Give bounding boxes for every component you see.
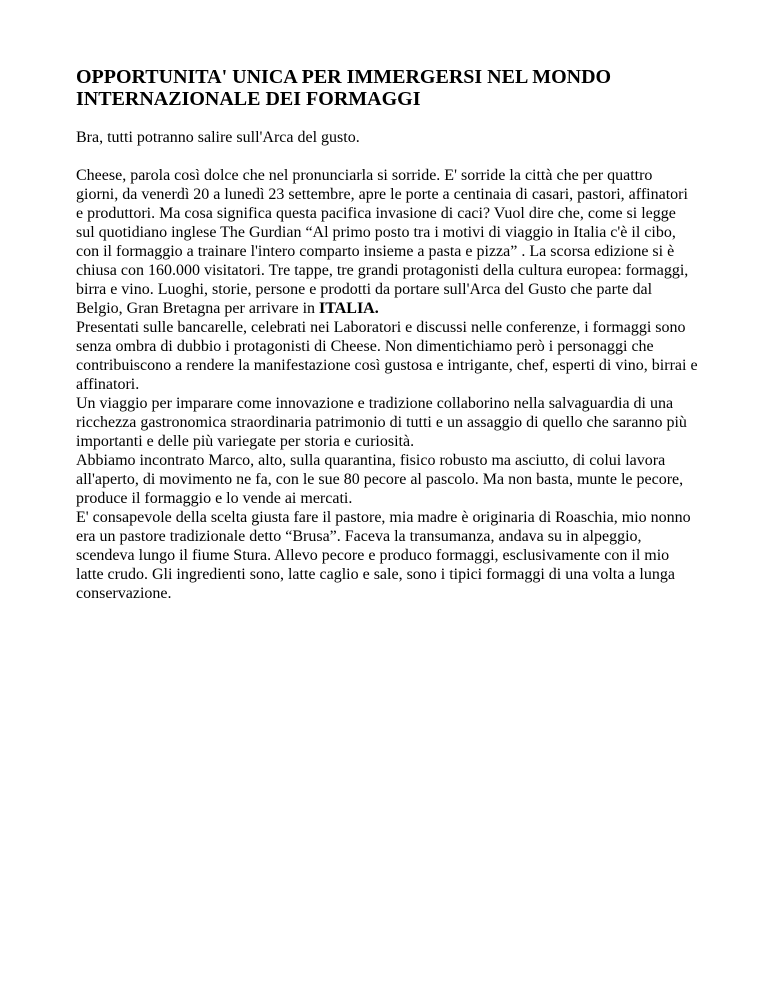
article-title-line-1: OPPORTUNITA' UNICA PER IMMERGERSI NEL MONDO <box>76 66 612 88</box>
paragraph-4: Abbiamo incontrato Marco, alto, sulla quarantina, fisico robusto ma asciutto, di colui lavora all'aperto, di movimento ne fa, con le sue 80 pecore al pascolo. Ma non basta, munte le pecore, produce il formaggio e lo vende ai mercati. <box>76 452 684 507</box>
article-body <box>76 166 698 603</box>
article-title <box>76 66 698 110</box>
paragraph-1-bold-text: ITALIA. <box>319 300 379 317</box>
paragraph-1 <box>76 166 698 318</box>
paragraph-2: Presentati sulle bancarelle, celebrati nei Laboratori e discussi nelle conferenze, i formaggi sono senza ombra di dubbio i protagonisti di Cheese. Non dimentichiamo però i personaggi che contribuiscono a rendere la manifestazione così gustosa e intrigante, chef, esperti di vino, birrai e affinatori. <box>76 319 698 393</box>
article-title-line-2: INTERNAZIONALE DEI FORMAGGI <box>76 88 421 110</box>
article-subtitle: Bra, tutti potranno salire sull'Arca del gusto. <box>76 129 360 146</box>
paragraph-5: E' consapevole della scelta giusta fare il pastore, mia madre è originaria di Roaschia, mio nonno era un pastore tradizionale detto “Brusa”. Faceva la transumanza, andava su in alpeggio, scendeva lungo il fiume Stura. Allevo pecore e produco formaggi, esclusivamente con il mio latte crudo. Gli ingredienti sono, latte caglio e sale, sono i tipici formaggi di una volta a lunga conservazione. <box>76 509 691 602</box>
paragraph-3: Un viaggio per imparare come innovazione e tradizione collaborino nella salvaguardia di una ricchezza gastronomica straordinaria patrimonio di tutti e un assaggio di quello che saranno più importanti e delle più variegate per storia e curiosità. <box>76 395 687 450</box>
paragraph-1-text: Cheese, parola così dolce che nel pronunciarla si sorride. E' sorride la città che per quattro giorni, da venerdì 20 a lunedì 23 settembre, apre le porte a centinaia di casari, pastori, affinatori e produttori. Ma cosa significa questa pacifica invasione di caci? Vuol dire che, come si legge sul quotidiano inglese The Gurdian “Al primo posto tra i motivi di viaggio in Italia c'è il cibo, con il formaggio a trainare l'intero comparto insieme a pasta e pizza” . La scorsa edizione si è chiusa con 160.000 visitatori. Tre tappe, tre grandi protagonisti della cultura europea: formaggi, birra e vino. Luoghi, storie, persone e prodotti da portare sull'Arca del Gusto che parte dal Belgio, Gran Bretagna per arrivare in <box>76 167 689 317</box>
